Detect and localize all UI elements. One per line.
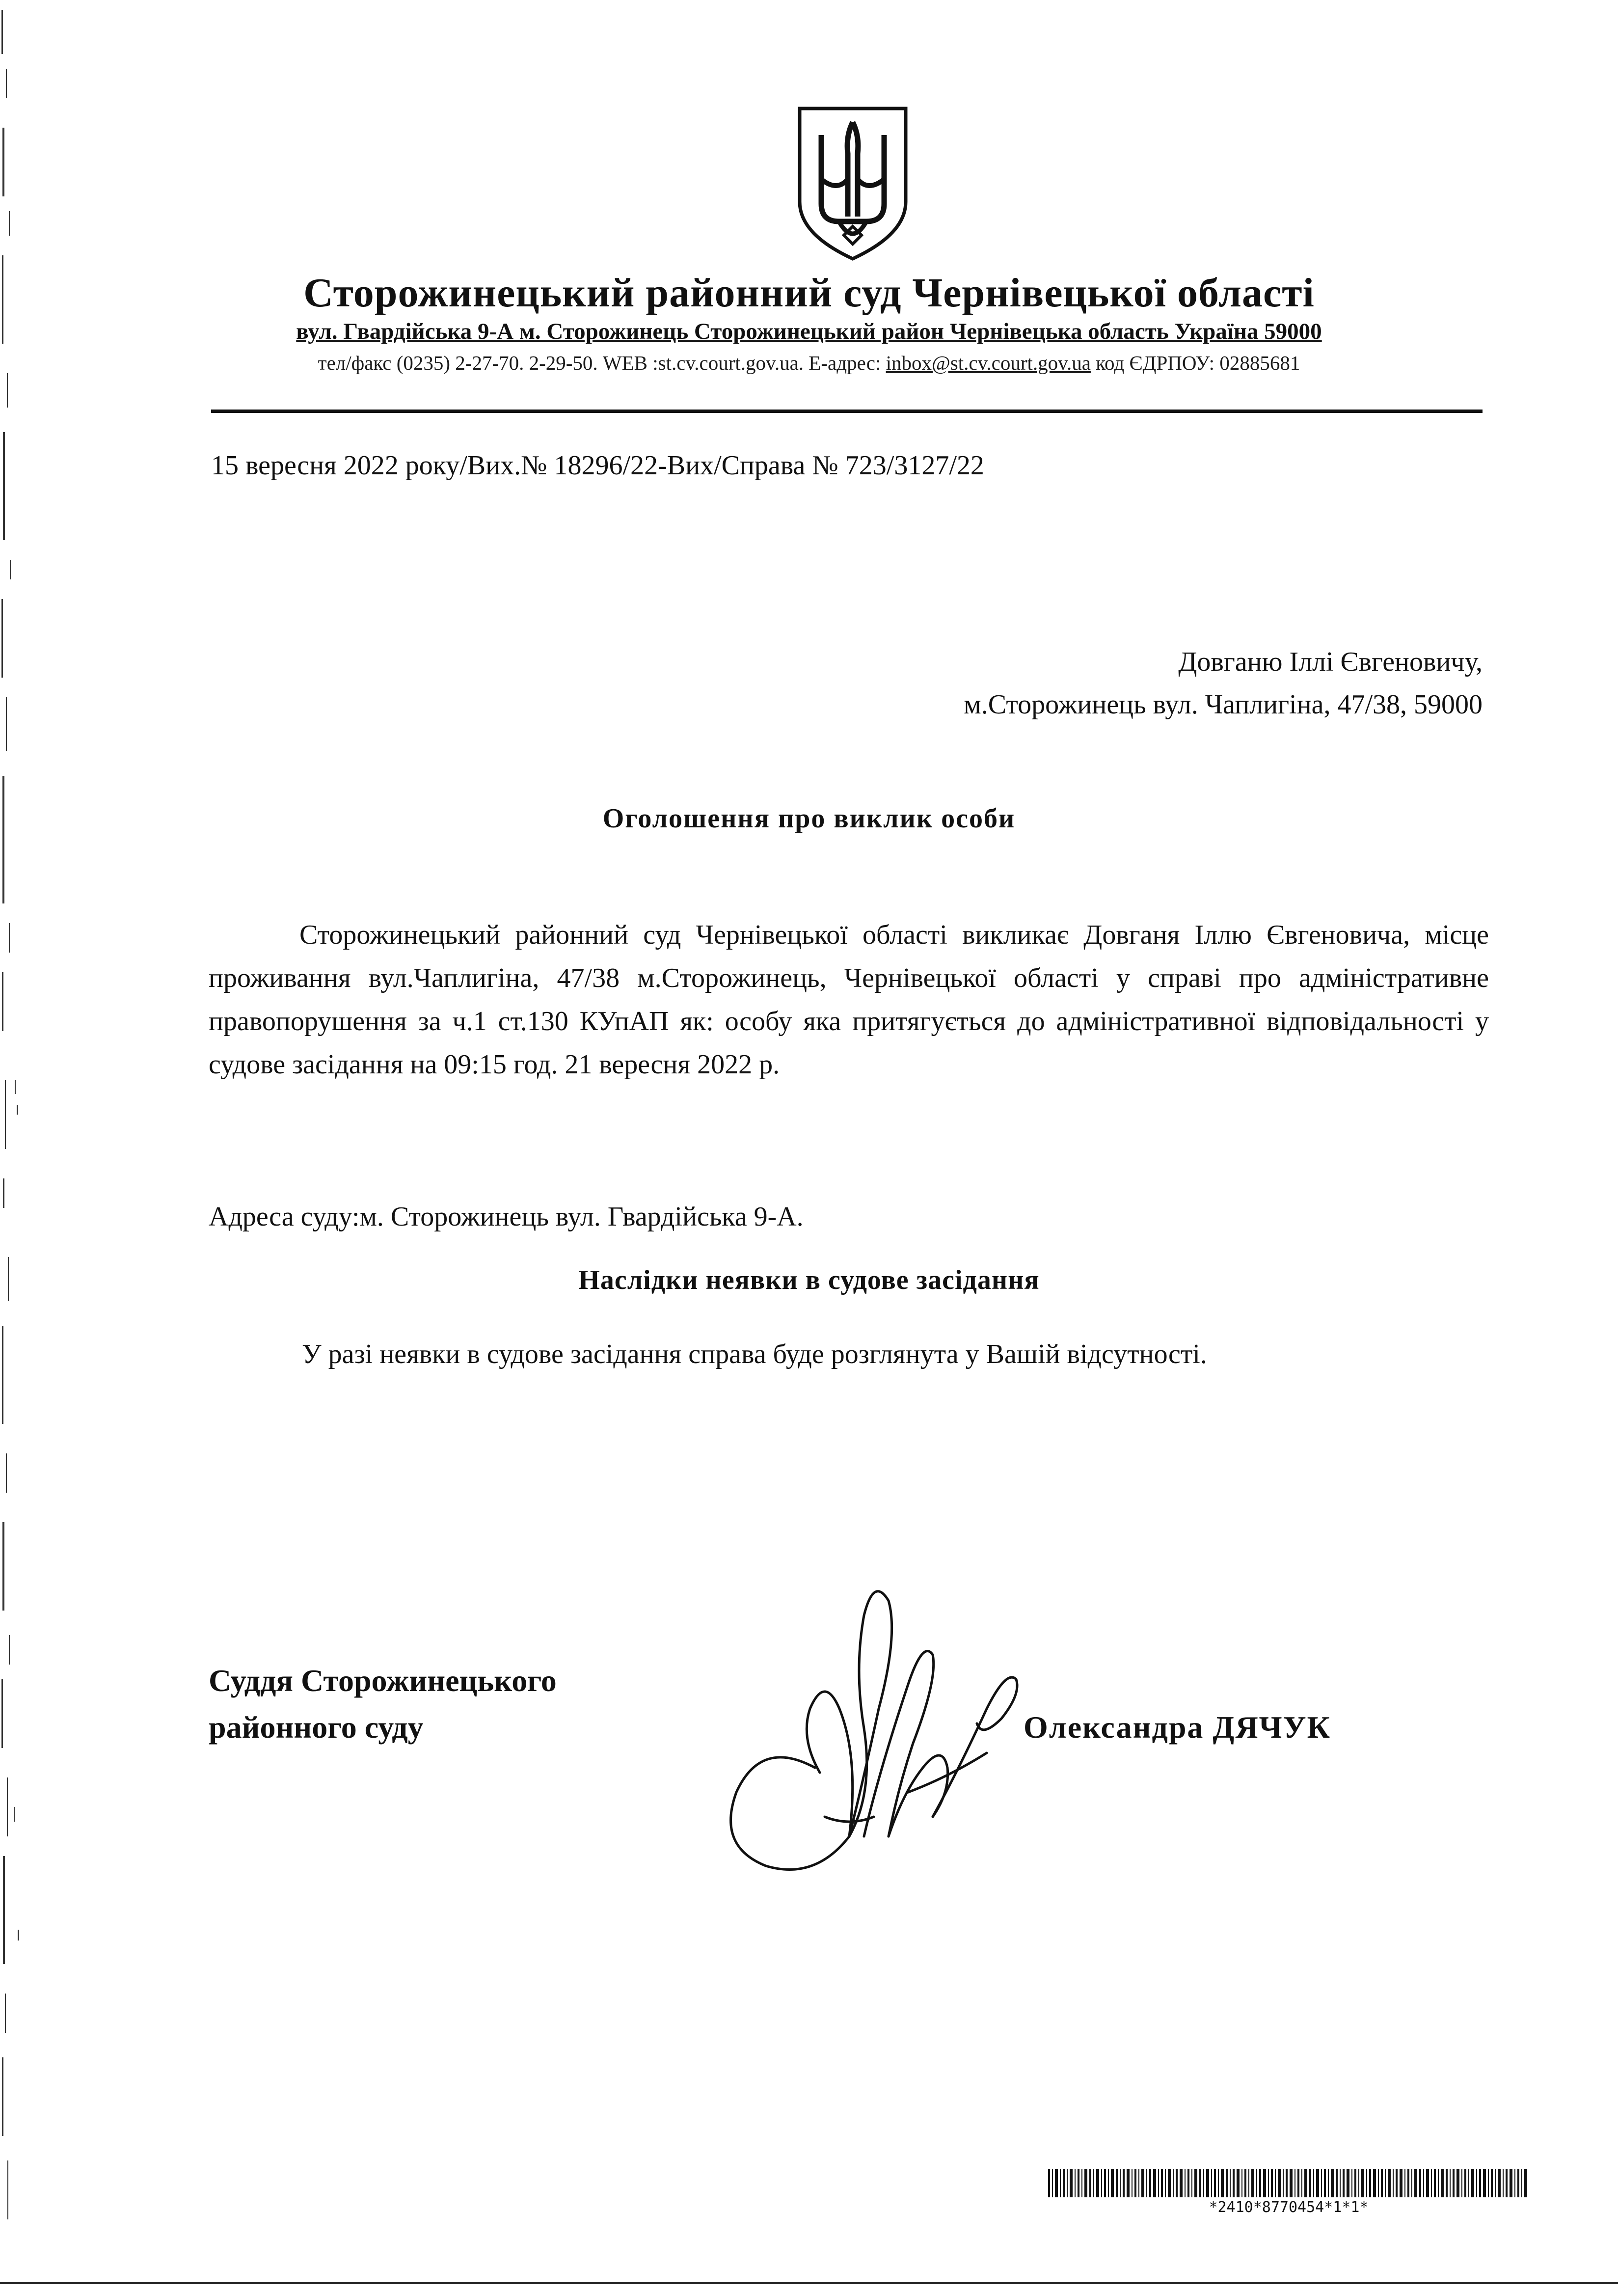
judge-name: Олександра ДЯЧУК (1024, 1710, 1331, 1745)
court-contacts-line (0, 351, 1618, 375)
court-address-line: вул. Гвардійська 9-А м. Сторожинець Сторожинецький район Чернівецька область Україна 59000 (296, 319, 1322, 344)
summons-paragraph: Сторожинецький районний суд Чернівецької області викликає Довганя Іллю Євгеновича, місце проживання вул.Чаплигіна, 47/38 м.Сторожинець, Чернівецької області у справі про адміністративне правопорушення за ч.1 ст.130 КУпАП як: особу яка притягується до адміністративної відповідальності у судове засідання на 09:15 год. 21 вересня 2022 р. (209, 920, 1489, 1080)
consequences-text: У разі неявки в судове засідання справа буде розглянута у Вашій відсутності. (302, 1339, 1207, 1369)
court-code: код ЄДРПОУ: 02885681 (1090, 352, 1300, 374)
barcode-number: *2410*8770454*1*1* (1209, 2199, 1369, 2216)
notice-heading: Оголошення про виклик особи (602, 803, 1016, 834)
handwritten-signature (702, 1561, 1046, 1915)
court-address-text: Адреса суду:м. Сторожинець вул. Гвардійська 9-А. (209, 1202, 804, 1232)
recipient-name: Довганю Іллі Євгеновичу, (1178, 647, 1483, 677)
barcode-icon (1048, 2169, 1529, 2197)
court-name-heading: Сторожинецький районний суд Чернівецької області (303, 270, 1315, 316)
court-email-link[interactable]: inbox@st.cv.court.gov.ua (886, 352, 1091, 374)
outgoing-reference-line: 15 вересня 2022 року/Вих.№ 18296/22-Вих/Справа № 723/3127/22 (211, 450, 984, 481)
judge-title-line-2: районного суду (209, 1710, 424, 1745)
consequences-heading: Наслідки неявки в судове засідання (578, 1265, 1040, 1295)
judge-title-line-1: Суддя Сторожинецького (209, 1663, 557, 1698)
scan-bottom-edge (0, 2282, 1618, 2284)
coat-of-arms-trident-icon (794, 106, 912, 263)
contacts-prefix: тел/факс (0235) 2-27-70. 2-29-50. WEB :st.cv.court.gov.ua. E-адрес: (318, 352, 886, 374)
recipient-address: м.Сторожинець вул. Чаплигіна, 47/38, 59000 (964, 689, 1483, 720)
header-divider (211, 410, 1483, 413)
